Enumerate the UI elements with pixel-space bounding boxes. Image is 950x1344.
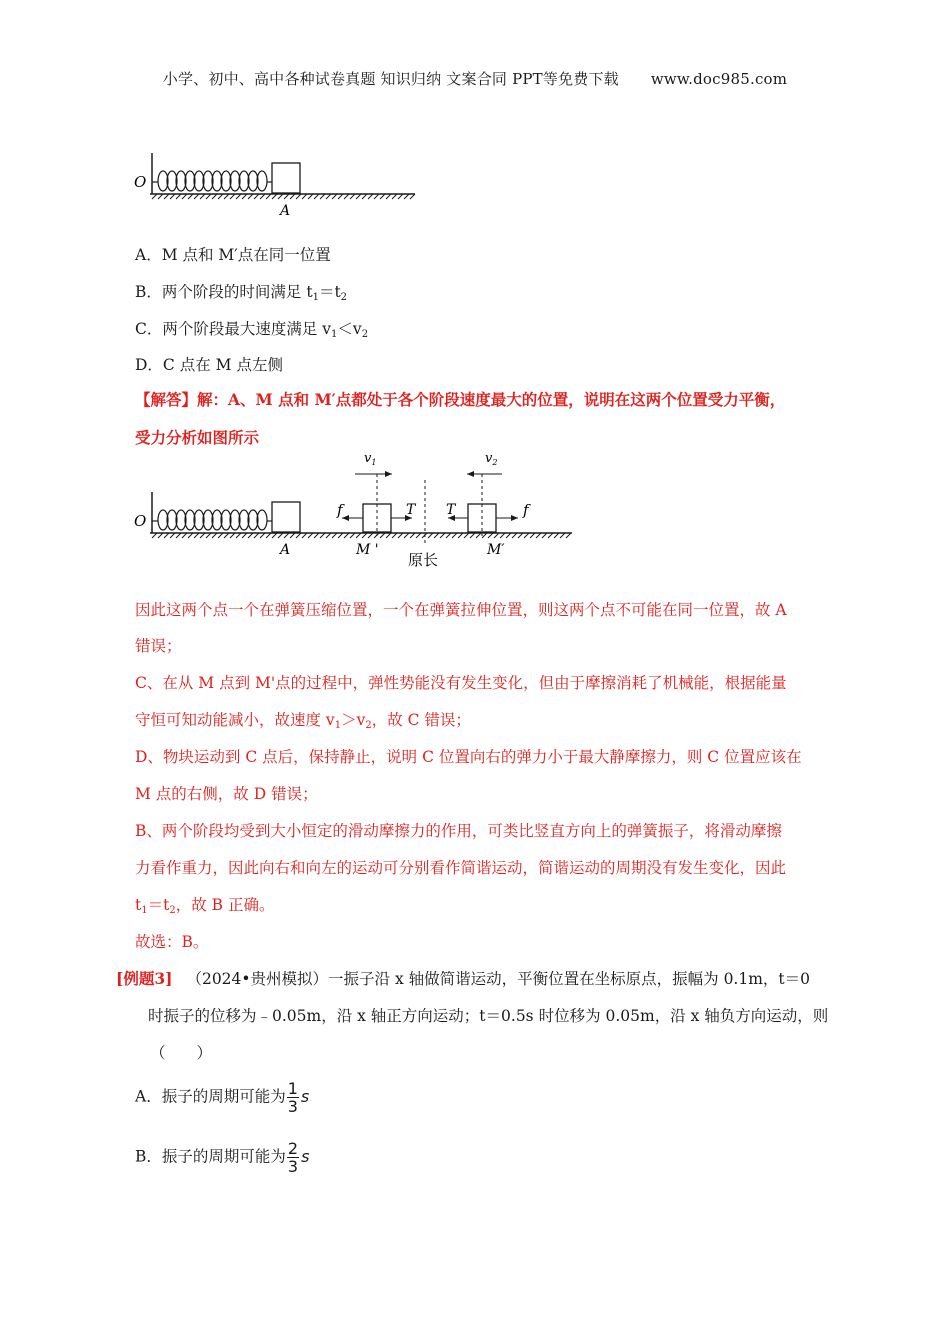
spring bbox=[152, 171, 272, 191]
spring-block-figure bbox=[130, 148, 430, 223]
answer-line-1: 【解答】解：A、M 点和 M′点都处于各个阶段速度最大的位置，说明在这两个位置受力平衡， bbox=[135, 390, 786, 409]
example3-line1: [例题3] （2024•贵州模拟）一振子沿 x 轴做简谐运动，平衡位置在坐标原点，振幅为 0.1m，t＝0 bbox=[116, 969, 811, 988]
point-a-label: A bbox=[280, 203, 291, 219]
final-choice: 故选：B。 bbox=[135, 933, 209, 951]
t-right-label: T bbox=[446, 502, 456, 518]
explanation-p1-line2: 错误； bbox=[135, 637, 182, 655]
explanation-p3-line1: D、物块运动到 C 点后，保持静止，说明 C 位置向右的弹力小于最大静摩擦力，则 C 位置应该在 bbox=[135, 748, 802, 766]
option-b: B．两个阶段的时间满足 $t_1=t_2$ bbox=[135, 283, 348, 303]
v2-label: $v_2$ bbox=[485, 452, 498, 467]
origin-label-2: O bbox=[134, 512, 147, 530]
header-text: 小学、初中、高中各种试卷真题 知识归纳 文案合同 PPT等免费下载 bbox=[162, 70, 619, 88]
page-header bbox=[0, 68, 950, 89]
explanation-p4-line1: B、两个阶段均受到大小恒定的滑动摩擦力的作用，可类比竖直方向上的弹簧振子，将滑动摩擦 bbox=[135, 822, 782, 840]
v1-label: $v_1$ bbox=[364, 452, 377, 467]
example3-paren: （ ） bbox=[150, 1044, 213, 1062]
explanation-p4-line3: $t_1=t_2$，故 B 正确。 bbox=[135, 896, 275, 916]
explanation-p3-line2: M 点的右侧，故 D 错误； bbox=[135, 785, 318, 803]
answer-line-2: 受力分析如图所示 bbox=[135, 428, 260, 447]
t-left-label: T bbox=[406, 502, 416, 518]
fraction-two-thirds: $\frac{2}{3}$ bbox=[287, 1139, 299, 1176]
explanation-p1-line1: 因此这两个点一个在弹簧压缩位置，一个在弹簧拉伸位置，则这两个点不可能在同一位置，故 A bbox=[135, 601, 787, 619]
origin-label: O bbox=[134, 173, 147, 191]
natural-length-label: 原长 bbox=[408, 551, 439, 569]
example3-label: [例题3] bbox=[116, 969, 173, 988]
explanation-p2-line2: 守恒可知动能减小，故速度 $v_1>v_2$，故 C 错误； bbox=[135, 711, 471, 731]
example3-line2: 时振子的位移为﹣0.05m，沿 x 轴正方向运动；t＝0.5s 时位移为 0.05m，沿 x 轴负方向运动，则 bbox=[148, 1007, 829, 1025]
explanation-p2-line1: C、在从 M 点到 M'点的过程中，弹性势能没有发生变化，但由于摩擦消耗了机械能，根据能量 bbox=[135, 674, 787, 692]
block bbox=[272, 163, 300, 193]
option-c: C．两个阶段最大速度满足 $v_1<v_2$ bbox=[135, 320, 369, 340]
spring-2 bbox=[152, 510, 272, 530]
option-d: D．C 点在 M 点左侧 bbox=[135, 356, 283, 374]
example3-option-b: B．振子的周期可能为 $\frac{2}{3}$ s bbox=[135, 1139, 310, 1176]
f-left-label: f bbox=[337, 501, 343, 519]
force-analysis-figure bbox=[130, 452, 580, 570]
f-right-label: f bbox=[523, 501, 529, 519]
answer-tag: 【解答】 bbox=[135, 390, 198, 409]
header-url: www.doc985.com bbox=[650, 70, 788, 88]
example3-option-a: A．振子的周期可能为 $\frac{1}{3}$ s bbox=[135, 1079, 310, 1116]
m-prime-label: M′ bbox=[487, 542, 505, 558]
point-a-label-2: A bbox=[280, 542, 291, 558]
m-label: M ' bbox=[356, 542, 379, 558]
explanation-p4-line2: 力看作重力，因此向右和向左的运动可分别看作简谐运动，简谐运动的周期没有发生变化，因此 bbox=[135, 859, 787, 877]
fraction-one-third: $\frac{1}{3}$ bbox=[287, 1079, 298, 1116]
option-a: A．M 点和 M′点在同一位置 bbox=[135, 246, 331, 264]
